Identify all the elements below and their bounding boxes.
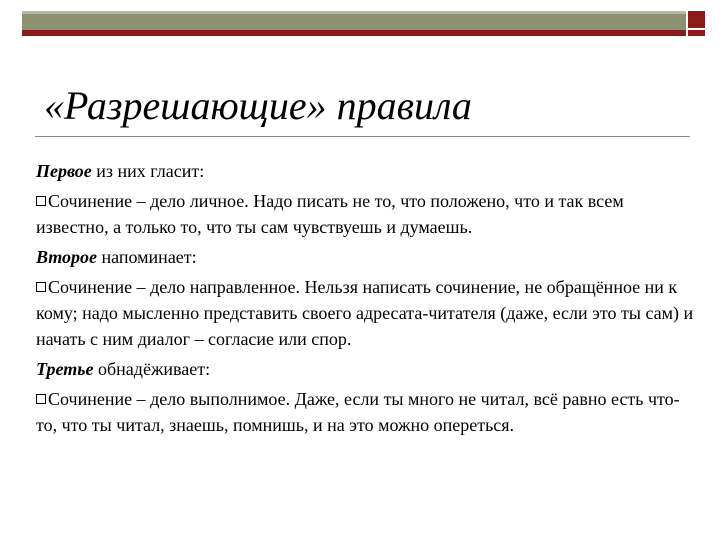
section-lead-third (36, 356, 700, 382)
corner-box-top (688, 11, 705, 28)
hollow-square-bullet-icon (36, 394, 46, 404)
slide-content (36, 158, 700, 442)
title-divider (35, 136, 690, 137)
bullet-item-third (36, 386, 700, 438)
lead-text: обнадёживает: (93, 359, 211, 379)
lead-emphasis: Третье (36, 359, 94, 379)
bullet-text: Сочинение – дело выполнимое. Даже, если ты много не читал, всё равно есть что-то, что ты читал, знаешь, помнишь, и на это можно опереться. (36, 389, 680, 435)
section-lead-second (36, 244, 700, 270)
lead-text: напоминает: (96, 247, 197, 267)
hollow-square-bullet-icon (36, 282, 46, 292)
corner-box-bottom (688, 30, 705, 36)
bullet-item-first (36, 188, 700, 240)
header-accent-line (22, 30, 686, 36)
bullet-text: Сочинение – дело направленное. Нельзя написать сочинение, не обращённое ни к кому; надо мысленно представить своего адресата-читателя (даже, если это ты сам) и начать с ним диалог – согласие или спор. (36, 277, 694, 349)
bullet-text: Сочинение – дело личное. Надо писать не то, что положено, что и так всем известно, а только то, что ты сам чувствуешь и думаешь. (36, 191, 624, 237)
lead-emphasis: Второе (36, 247, 97, 267)
lead-emphasis: Первое (36, 161, 92, 181)
section-lead-first (36, 158, 700, 184)
hollow-square-bullet-icon (36, 196, 46, 206)
header-decoration (0, 0, 720, 40)
header-band-shadow (22, 11, 686, 14)
bullet-item-second (36, 274, 700, 352)
slide-title: «Разрешающие» правила (44, 83, 472, 128)
lead-text: из них гласит: (91, 161, 205, 181)
